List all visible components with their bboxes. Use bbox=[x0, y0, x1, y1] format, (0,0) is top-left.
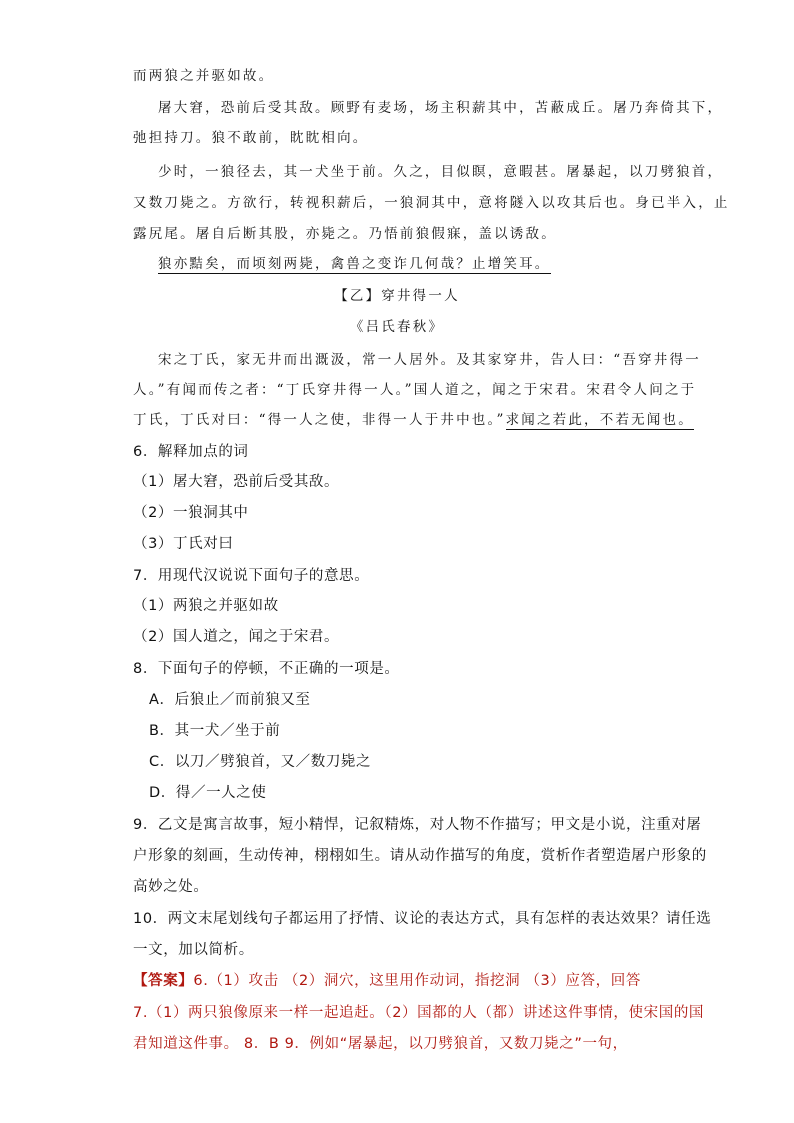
jia-paragraph-2-line-1: 屠大窘，恐前后受其敌。顾野有麦场，场主积薪其中，苫蔽成丘。屠乃奔倚其下， bbox=[158, 100, 724, 116]
jia-paragraph-2-line-2: 弛担持刀。狼不敢前，眈眈相向。 bbox=[133, 130, 369, 146]
question-8-option-d: D．得／一人之使 bbox=[149, 785, 267, 801]
yi-underlined-sentence: 求闻之若此，不若无闻也。 bbox=[505, 412, 694, 428]
question-6-item-2: （2）一狼洞其中 bbox=[133, 505, 249, 521]
question-7-item-2: （2）国人道之，闻之于宋君。 bbox=[133, 629, 340, 645]
yi-line-1: 宋之丁氏，家无井而出溉汲，常一人居外。及其家穿井，告人曰：“吾穿井得一 bbox=[158, 352, 701, 368]
answer-line-1-text: 6.（1）攻击 （2）洞穴，这里用作动词，指挖洞 （3）应答，回答 bbox=[193, 973, 641, 989]
question-8-option-c: C．以刀／劈狼首，又／数刀毙之 bbox=[149, 754, 372, 770]
question-10-line-1: 10．两文末尾划线句子都运用了抒情、议论的表达方式，具有怎样的表达效果？请任选 bbox=[133, 911, 712, 927]
question-9-line-2: 户形象的刻画，生动传神，栩栩如生。请从动作描写的角度，赏析作者塑造屠户形象的 bbox=[133, 848, 707, 864]
yi-line-2: 人。”有闻而传之者：“丁氏穿井得一人。”国人道之，闻之于宋君。宋君令人问之于 bbox=[133, 382, 697, 398]
answer-line-3: 君知道这件事。 8．B 9．例如“屠暴起，以刀劈狼首，又数刀毙之”一句， bbox=[133, 1036, 628, 1052]
question-6: 6．解释加点的词 bbox=[133, 444, 249, 460]
answer-line-2: 7.（1）两只狼像原来一样一起追赶。（2）国都的人（都）讲述这件事情，使宋国的国 bbox=[133, 1005, 705, 1021]
question-7-item-1: （1）两狼之并驱如故 bbox=[133, 598, 279, 614]
question-10-line-2: 一文，加以简析。 bbox=[133, 942, 254, 958]
question-8-option-a: A．后狼止／而前狼又至 bbox=[149, 692, 311, 708]
jia-underlined-sentence: 狼亦黠矣，而顷刻两毙，禽兽之变诈几何哉？止增笑耳。 bbox=[158, 256, 551, 272]
yi-line-3 bbox=[133, 410, 694, 430]
jia-paragraph-3-line-3: 露尻尾。屠自后断其股，亦毙之。乃悟前狼假寐，盖以诱敌。 bbox=[133, 226, 557, 242]
jia-paragraph-1-tail: 而两狼之并驱如故。 bbox=[133, 68, 275, 84]
question-6-item-3: （3）丁氏对曰 bbox=[133, 536, 234, 552]
question-8-option-b: B．其一犬／坐于前 bbox=[149, 723, 281, 739]
jia-paragraph-4 bbox=[158, 254, 551, 274]
question-9-line-3: 高妙之处。 bbox=[133, 879, 209, 895]
question-7: 7．用现代汉说说下面句子的意思。 bbox=[133, 568, 370, 584]
yi-line-3-text: 丁氏，丁氏对曰：“得一人之使，非得一人于井中也。” bbox=[133, 412, 506, 428]
answer-line-1 bbox=[133, 971, 641, 991]
question-9-line-1: 9．乙文是寓言故事，短小精悍，记叙精炼，对人物不作描写；甲文是小说，注重对屠 bbox=[133, 817, 702, 833]
jia-paragraph-3-line-1: 少时，一狼径去，其一犬坐于前。久之，目似瞑，意暇甚。屠暴起，以刀劈狼首， bbox=[158, 164, 724, 180]
question-6-item-1: （1）屠大窘，恐前后受其敌。 bbox=[133, 474, 340, 490]
yi-title: 【乙】穿井得一人 bbox=[334, 288, 460, 304]
jia-paragraph-3-line-2: 又数刀毙之。方欲行，转视积薪后，一狼洞其中，意将隧入以攻其后也。身已半入，止 bbox=[133, 195, 730, 211]
question-8: 8．下面句子的停顿，不正确的一项是。 bbox=[133, 661, 400, 677]
yi-source: 《吕氏春秋》 bbox=[349, 319, 445, 335]
answer-label: 【答案】 bbox=[133, 973, 194, 989]
